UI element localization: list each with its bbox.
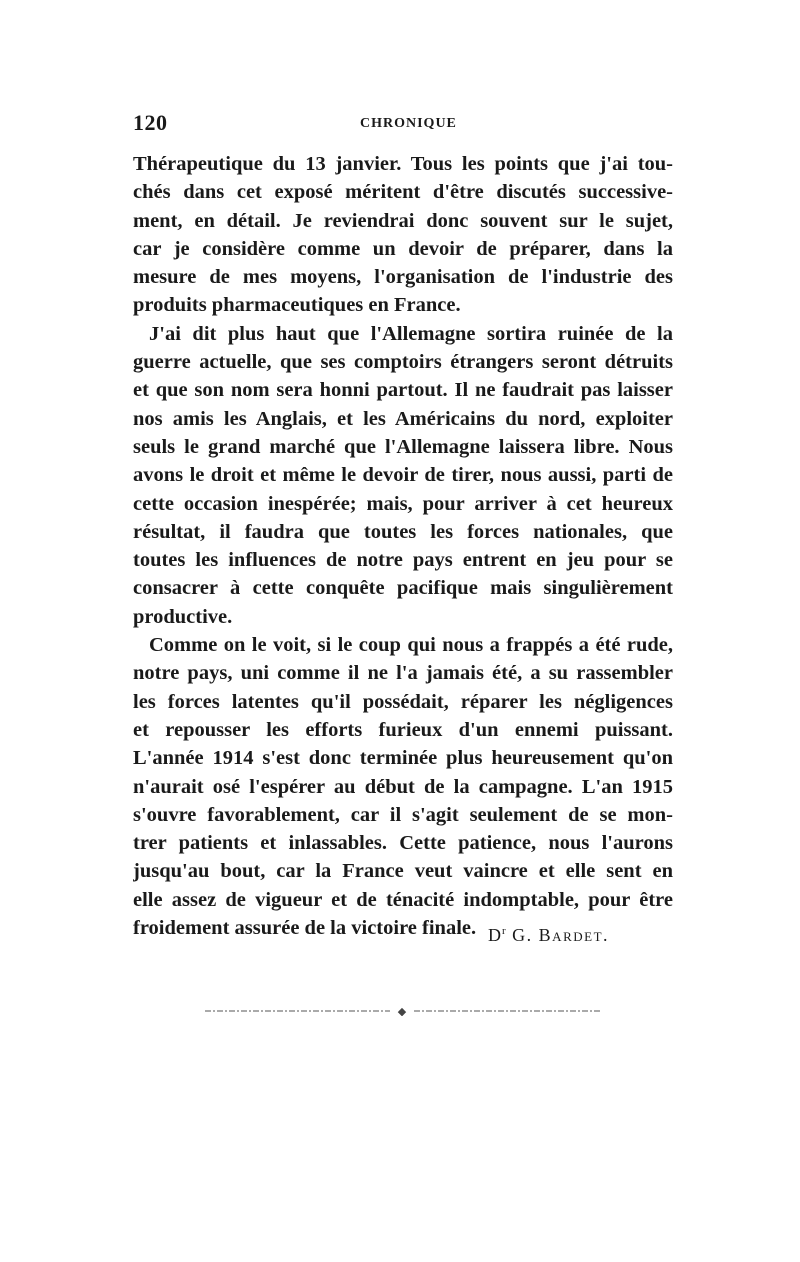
text-line: L'année 1914 s'est donc terminée plus heureusement qu'on — [133, 747, 673, 770]
signature-title: D — [488, 925, 502, 945]
text-line: produits pharmaceutiques en France. — [133, 294, 461, 317]
section-divider — [205, 1006, 600, 1016]
paragraph-3 — [133, 631, 673, 942]
text-line: chés dans cet exposé méritent d'être discutés successive- — [133, 181, 673, 204]
text-line: Thérapeutique du 13 janvier. Tous les points que j'ai tou- — [133, 153, 673, 175]
text-line: les forces latentes qu'il possédait, réparer les négligences — [133, 690, 673, 713]
text-line: consacrer à cette conquête pacifique mais singulièrement — [133, 577, 673, 600]
text-line: toutes les influences de notre pays entrent en jeu pour se — [133, 549, 673, 572]
text-line: trer patients et inlassables. Cette patience, nous l'aurons — [133, 832, 673, 855]
text-line: car je considère comme un devoir de préparer, dans la — [133, 237, 673, 260]
author-signature — [488, 925, 609, 946]
paragraph-1 — [133, 150, 673, 320]
text-line: Comme on le voit, si le coup qui nous a frappés a été rude, — [149, 634, 673, 657]
text-line: mesure de mes moyens, l'organisation de l'industrie des — [133, 266, 673, 289]
body-text — [133, 150, 673, 942]
text-line: ment, en détail. Je reviendrai donc souvent sur le sujet, — [133, 209, 673, 232]
text-line: et repousser les efforts furieux d'un ennemi puissant. — [133, 718, 673, 741]
page-number: 120 — [133, 110, 168, 135]
text-line: jusqu'au bout, car la France veut vaincre et elle sent en — [133, 860, 673, 883]
text-line: avons le droit et même le devoir de tirer, nous aussi, parti de — [133, 464, 673, 487]
text-line: productive. — [133, 605, 233, 628]
text-line: guerre actuelle, que ses comptoirs étrangers seront détruits — [133, 351, 673, 374]
text-line: froidement assurée de la victoire finale. — [133, 917, 477, 940]
signature-name: G. Bardet. — [512, 925, 610, 945]
text-line: notre pays, uni comme il ne l'a jamais été, a su rassembler — [133, 662, 673, 685]
text-line: n'aurait osé l'espérer au début de la campagne. L'an 1915 — [133, 775, 673, 798]
running-head: CHRONIQUE — [360, 116, 457, 131]
signature-title-superscript: r — [502, 925, 507, 937]
text-line: elle assez de vigueur et de ténacité indomptable, pour être — [133, 888, 673, 911]
page-header — [133, 110, 673, 140]
divider-ornament: ◆ — [397, 1006, 407, 1016]
text-line: seuls le grand marché que l'Allemagne laissera libre. Nous — [133, 435, 673, 458]
text-line: nos amis les Anglais, et les Américains du nord, exploiter — [133, 407, 673, 430]
text-line: s'ouvre favorablement, car il s'agit seulement de se mon- — [133, 803, 673, 826]
paragraph-2 — [133, 320, 673, 631]
text-line: et que son nom sera honni partout. Il ne faudrait pas laisser — [133, 379, 673, 402]
text-line: résultat, il faudra que toutes les forces nationales, que — [133, 520, 673, 543]
text-line: J'ai dit plus haut que l'Allemagne sortira ruinée de la — [149, 322, 673, 345]
text-line: cette occasion inespérée; mais, pour arriver à cet heureux — [133, 492, 673, 515]
